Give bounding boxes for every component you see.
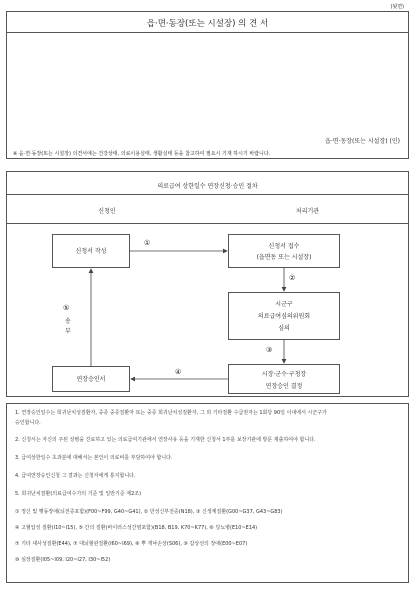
note-item: 3. 급여상한일수 초과분에 대해서는 본인이 의료비를 부담하여야 합니다. [15, 455, 173, 461]
note-item: ① 정신 및 행동장애(뇌전증포함)(F00~F99, G40~G41), ② 만성신부전증(N18), ③ 신생계질환(G00~G37, G43~G83) [15, 509, 283, 515]
note-item: 1. 연장승인일수는 희귀난치성질환자, 중증 중증질환자 또는 중증 희귀난치성질환자, 그 외 기타질환 수급권자는 1회당 90일 이내에서 시군구가 [15, 410, 327, 416]
opinion-note: ※ 읍·면·동장(또는 시설장) 의견서에는 건강상태, 의료이용실태, 생활실태 등을 참고하여 필요시 기재 하시기 바랍니다. [13, 151, 271, 157]
node-notice-label: 연장승인서 [76, 376, 106, 383]
node-review-label: 시군구 [275, 301, 293, 308]
node-review-committee: 의료급여심의위원회 [257, 313, 311, 320]
step-4-label: ④ [175, 368, 182, 376]
note-item: 5. 희귀난치질환(의료급여수가의 기준 및 일반기준 제2조) [15, 491, 142, 497]
node-apply-label: 신청서 작성 [75, 248, 107, 255]
node-receive-sublabel: (읍면동 또는 시설장) [256, 254, 312, 261]
node-review-action: 심의 [278, 325, 290, 332]
step-5-label: ⑤ [63, 304, 70, 312]
note-item: 4. 급여연장승인신청 그 결과는 신청자에게 통지합니다. [15, 473, 136, 479]
note-item: ⑦ 기타 대사성질환(E44), ⑦ 대뇌혈관질환(I60~I69), ⑧ 뿌 개낙손상(S06), ⑨ 갑상선의 장애(E00~E07) [15, 541, 248, 547]
opinion-signature: 읍·면·동장(또는 시설장) (인) [325, 138, 400, 145]
opinion-title: 읍·면·동장(또는 시설장) 의 견 서 [146, 19, 269, 29]
page-side-label: (뒷면) [390, 4, 404, 10]
step-1-label: ① [144, 239, 151, 247]
column-agency: 처리기관 [295, 208, 320, 215]
step-2-label: ② [289, 274, 296, 282]
column-applicant: 신청인 [98, 208, 116, 215]
procedure-title: 의료급여 상한일수 연장신청·승인 절차 [157, 183, 258, 190]
node-receive-label: 신청서 접수 [268, 243, 300, 250]
note-item: 2. 신청서는 자신의 주된 상병을 진료하고 있는 의료급여기관에서 연장사유 등을 기재한 신청서 1부를 보장기관에 방문 제출하여야 합니다. [15, 437, 316, 443]
notes-section [6, 403, 409, 583]
node-decide-sublabel: 연장승인 결정 [265, 383, 303, 390]
node-decide-label: 시장·군수·구청장 [261, 371, 307, 378]
note-item: ⑩ 심장질환(I05~I09, I20~I27, I30~I52) [15, 557, 111, 563]
step-5-text-1: 송 [65, 318, 71, 325]
note-item: 승인합니다. [15, 420, 41, 426]
note-item: ④ 고혈압성 질환(I10~I15), ⑤ 간의 질환(바이러스성간염포함)(B18, B19, K70~K77), ⑥ 당뇨병(E10~E14) [15, 525, 258, 531]
step-3-label: ③ [266, 346, 273, 354]
step-5-text-2: 부 [65, 328, 71, 335]
